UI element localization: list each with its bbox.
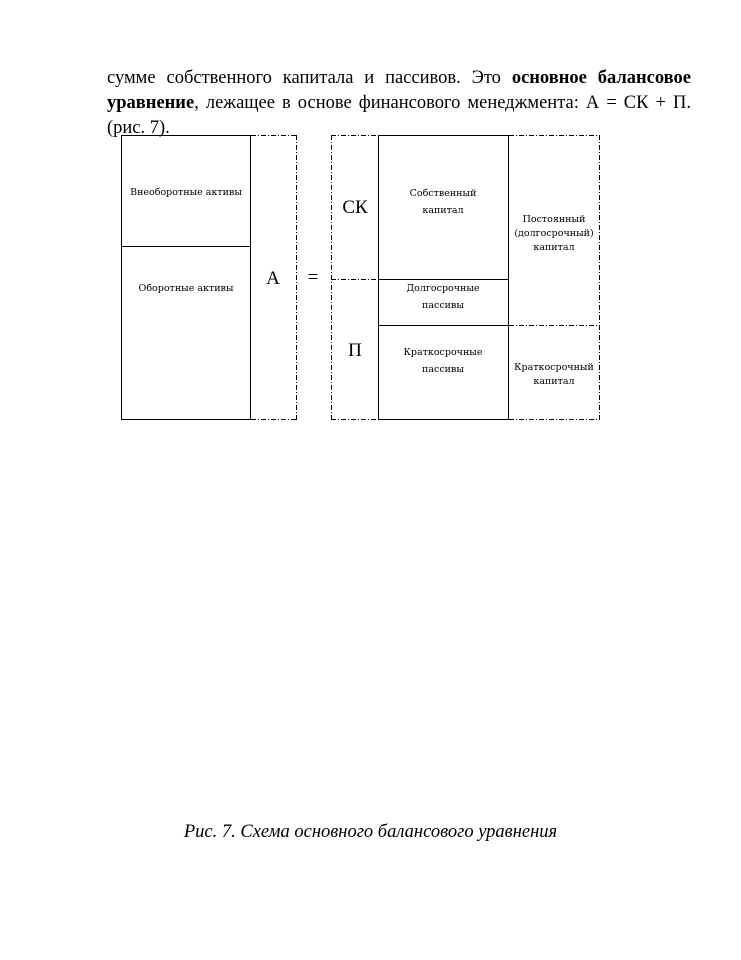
- liabilities-symbol: П: [348, 340, 362, 361]
- equity-symbol: СК: [342, 197, 368, 218]
- equity-label-line-1: Собственный: [409, 188, 477, 199]
- permanent-capital-line-2: (долгосрочный): [514, 228, 594, 239]
- bold-term: основное балансовое: [511, 68, 691, 88]
- assets-symbol: А: [266, 268, 280, 289]
- long-term-label-line-2: пассивы: [422, 300, 464, 311]
- short-capital-line-2: капитал: [533, 376, 575, 387]
- current-assets-label: Оборотные активы: [138, 283, 234, 294]
- long-term-label-line-1: Долгосрочные: [406, 283, 480, 294]
- short-term-label-line-2: пассивы: [422, 364, 464, 375]
- paragraph-line-3: (рис. 7).: [107, 118, 170, 138]
- equity-label-line-2: капитал: [422, 205, 464, 216]
- bold-term: уравнение: [107, 93, 195, 113]
- permanent-capital-line-1: Постоянный: [522, 214, 586, 225]
- non-current-assets-label: Внеоборотные активы: [130, 187, 242, 198]
- short-capital-line-1: Краткосрочный: [514, 362, 594, 373]
- paragraph-text: сумме собственного капитала и пассивов. Это: [107, 68, 512, 88]
- paragraph-text: , лежащее в основе финансового менеджмента: А = СК + П.: [194, 93, 691, 113]
- assets-box: [122, 136, 251, 420]
- equals-sign: =: [307, 267, 319, 288]
- short-term-label-line-1: Краткосрочные: [403, 347, 483, 358]
- figure-caption: Рис. 7. Схема основного балансового уравнения: [183, 822, 558, 842]
- permanent-capital-line-3: капитал: [533, 242, 575, 253]
